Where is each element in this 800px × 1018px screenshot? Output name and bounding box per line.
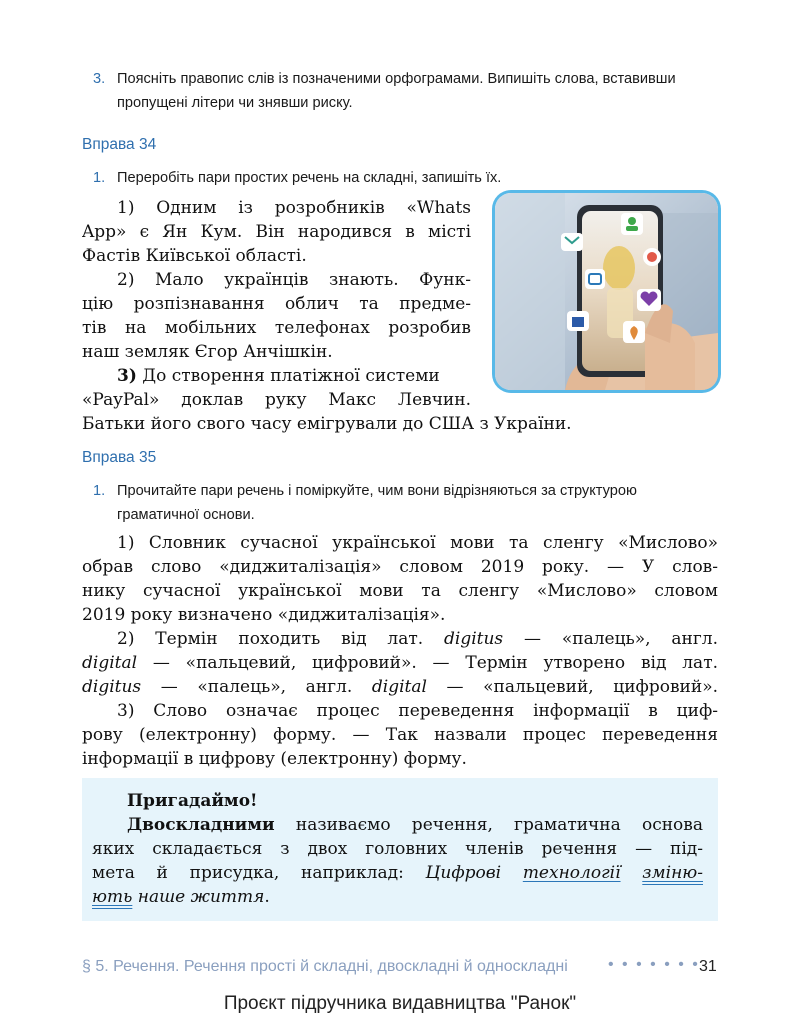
ex34-line: тів на мобільних телефонах розробив [82, 318, 471, 338]
ex35-line: 2019 року визначено «диджиталізація». [82, 605, 446, 625]
underlined-predicate: зміню- [642, 863, 703, 883]
task-3 [93, 67, 718, 115]
ex34-line: наш земляк Єгор Анчішкін. [82, 342, 333, 362]
ex35-line: рову (електронну) форму. — Так назвали процес переведення [82, 725, 718, 745]
remember-line: ють наше життя. [92, 887, 270, 907]
ex35-line: нику сучасної української мови та сленгу «Мислово» словом [82, 581, 718, 601]
task-text: Поясніть правопис слів із позначеними орфограмами. Випишіть слова, вставивши пропущені літери чи знявши риску. [117, 71, 676, 111]
ex35-line: digitus — «палець», англ. digital — «пальцевий, цифровий». [82, 677, 718, 697]
ex35-line: інформації в цифрову (електронну) форму. [82, 749, 467, 769]
exercise-34-task: 1. Переробіть пари простих речень на складні, запишіть їх. [93, 170, 502, 186]
ex34-line: 1) Одним із розробників «Whats [117, 198, 471, 218]
exercise-35-task: 1. Прочитайте пари речень і поміркуйте, чим вони відрізняються за структурою граматичної основи. [93, 483, 637, 523]
underlined-subject: технології [522, 863, 621, 883]
ex34-line: Фастів Київської області. [82, 246, 307, 266]
remember-line: Двоскладними називаємо речення, граматична основа [127, 815, 703, 835]
remember-line: мета й присудка, наприклад: Цифрові технології зміню- [92, 863, 703, 883]
page-number: 31 [699, 958, 717, 975]
ex35-line: 1) Словник сучасної української мови та сленгу «Мислово» [117, 533, 718, 553]
smartphone-photo [495, 193, 718, 390]
exercise-35-heading: Вправа 35 [82, 449, 157, 466]
ex35-line: 3) Слово означає процес переведення інформації в циф- [117, 701, 718, 721]
ex34-line: 2) Мало українців знають. Функ- [117, 270, 471, 290]
ex34-line: Батьки його свого часу емігрували до США з України. [82, 414, 572, 434]
ex35-line: обрав слово «диджиталізація» словом 2019 року. — У слов- [82, 557, 718, 577]
ex34-line: App» є Ян Кум. Він народився в місті [82, 222, 471, 242]
footer-section-title: § 5. Речення. Речення прості й складні, двоскладні й односкладні [82, 958, 568, 975]
ex34-line: «PayPal» доклав руку Макс Левчин. [82, 390, 471, 410]
exercise-34-heading: Вправа 34 [82, 136, 157, 153]
ex35-line: digital — «пальцевий, цифровий». — Термін утворено від лат. [82, 653, 718, 673]
remember-line: яких складається з двох головних членів речення — під- [92, 839, 703, 859]
ex34-line: 3) До створення платіжної системи [117, 366, 440, 386]
remember-title: Пригадаймо! [127, 791, 258, 811]
task-number: 3. [93, 71, 106, 87]
ex35-line: 2) Термін походить від лат. digitus — «палець», англ. [117, 629, 718, 649]
ex34-line: цію розпізнавання облич та предме- [82, 294, 471, 314]
footer-dots: • • • • • • • [608, 956, 700, 973]
publisher-credit: Проєкт підручника видавництва "Ранок" [223, 993, 577, 1014]
